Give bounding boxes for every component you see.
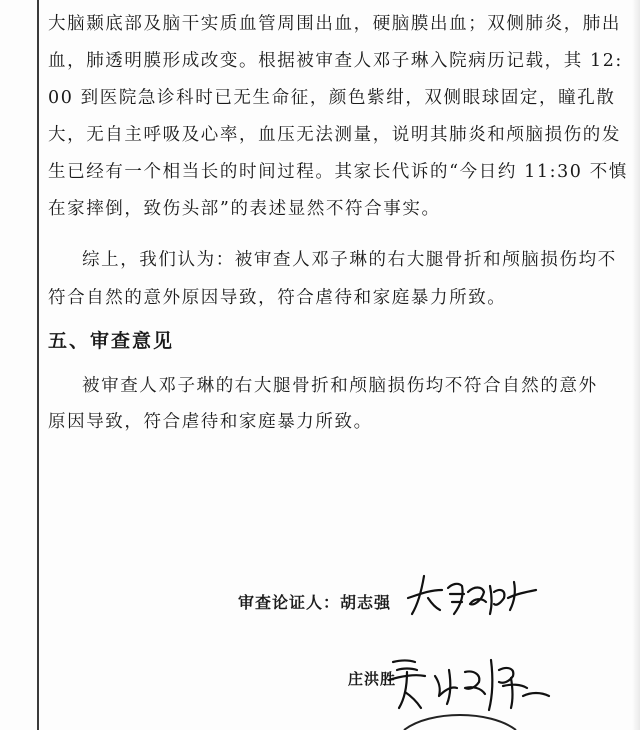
reviewer-label: 审查论证人：胡志强 [238, 593, 392, 612]
paragraph-line: 被审查人邓子琳的右大腿骨折和颅脑损伤均不符合自然的意外 [82, 376, 598, 396]
handwritten-signature-1 [402, 568, 542, 624]
paragraph-line: 综上，我们认为：被审查人邓子琳的右大腿骨折和颅脑损伤均不 [82, 250, 617, 270]
seal-edge [400, 708, 520, 734]
paragraph-line: 原因导致，符合虐待和家庭暴力所致。 [48, 412, 373, 432]
section-heading: 五、审查意见 [48, 330, 175, 352]
page-left-border [37, 0, 39, 730]
paragraph-line: 生已经有一个相当长的时间过程。其家长代诉的“今日约 11:30 不慎 [48, 162, 628, 182]
page-edge-shadow [632, 0, 640, 730]
paragraph-line: 在家摔倒，致伤头部”的表述显然不符合事实。 [48, 199, 441, 219]
paragraph-line: 符合自然的意外原因导致，符合虐待和家庭暴力所致。 [48, 288, 507, 308]
paragraph-line: 00 到医院急诊科时已无生命征，颜色紫绀，双侧眼球固定，瞳孔散 [48, 88, 616, 108]
second-signer-name: 庄洪胜 [348, 670, 397, 688]
paragraph-line: 大脑颞底部及脑干实质血管周围出血，硬脑膜出血；双侧肺炎，肺出 [48, 14, 621, 34]
paragraph-line: 大，无自主呼吸及心率，血压无法测量，说明其肺炎和颅脑损伤的发 [48, 125, 621, 145]
paragraph-line: 血，肺透明膜形成改变。根据被审查人邓子琳入院病历记载，其 12: [48, 51, 623, 71]
